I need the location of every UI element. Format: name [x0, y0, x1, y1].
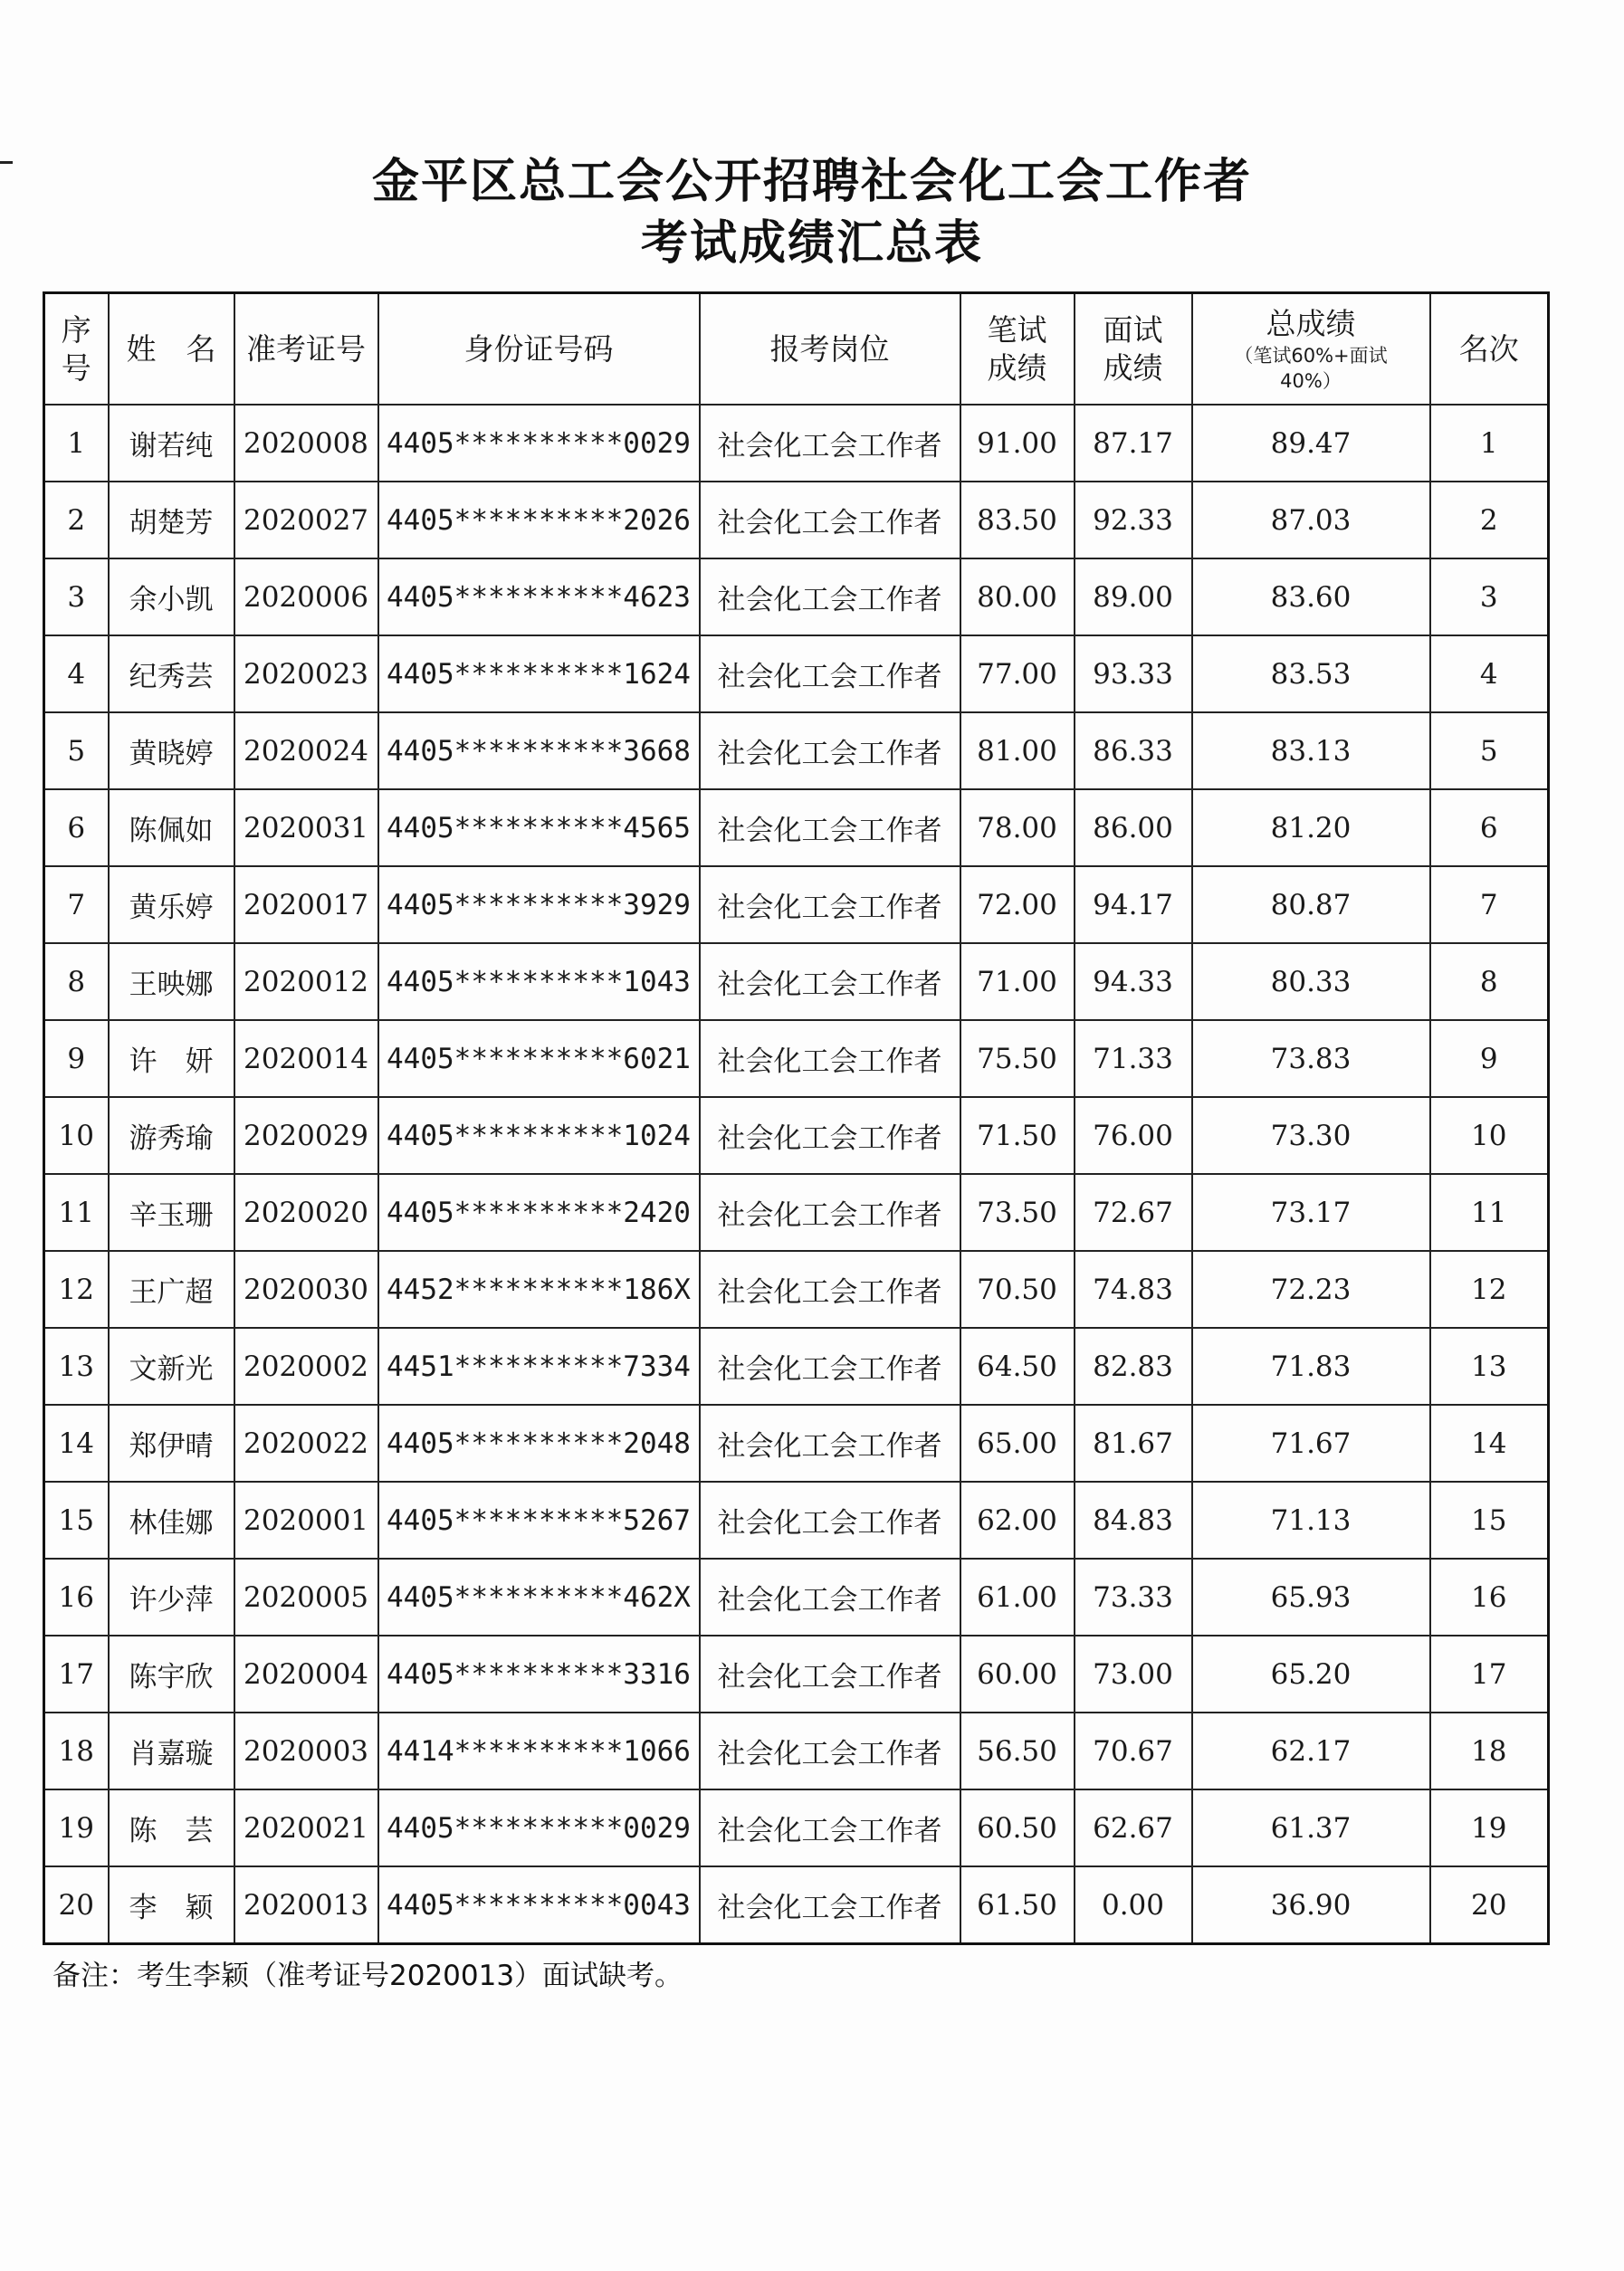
cell-interview-score: 87.17 — [1075, 405, 1192, 482]
header-seq: 序号 — [44, 293, 109, 406]
header-post: 报考岗位 — [700, 293, 960, 406]
table-row — [44, 635, 1549, 712]
cell-exam-no: 2020030 — [234, 1251, 378, 1328]
table-row — [44, 866, 1549, 943]
cell-written-score: 72.00 — [960, 866, 1075, 943]
cell-id-no: 4414**********1066 — [378, 1713, 700, 1789]
cell-seq: 4 — [44, 635, 109, 712]
cell-written-score: 60.50 — [960, 1789, 1075, 1866]
cell-written-score: 56.50 — [960, 1713, 1075, 1789]
document-title — [0, 152, 1624, 273]
cell-name: 游秀瑜 — [109, 1097, 234, 1174]
cell-total-score: 83.53 — [1192, 635, 1430, 712]
cell-seq: 16 — [44, 1559, 109, 1636]
cell-written-score: 83.50 — [960, 482, 1075, 558]
cell-seq: 5 — [44, 712, 109, 789]
table-row — [44, 712, 1549, 789]
scores-table — [43, 291, 1550, 1945]
cell-name: 王映娜 — [109, 943, 234, 1020]
table-row — [44, 405, 1549, 482]
cell-exam-no: 2020024 — [234, 712, 378, 789]
cell-total-score: 62.17 — [1192, 1713, 1430, 1789]
cell-written-score: 91.00 — [960, 405, 1075, 482]
cell-rank: 18 — [1430, 1713, 1549, 1789]
table-row — [44, 1251, 1549, 1328]
cell-total-score: 80.33 — [1192, 943, 1430, 1020]
cell-post: 社会化工会工作者 — [700, 558, 960, 635]
table-row — [44, 558, 1549, 635]
cell-written-score: 77.00 — [960, 635, 1075, 712]
cell-name: 林佳娜 — [109, 1482, 234, 1559]
cell-interview-score: 73.33 — [1075, 1559, 1192, 1636]
cell-rank: 1 — [1430, 405, 1549, 482]
cell-exam-no: 2020001 — [234, 1482, 378, 1559]
cell-rank: 16 — [1430, 1559, 1549, 1636]
cell-exam-no: 2020002 — [234, 1328, 378, 1405]
cell-written-score: 75.50 — [960, 1020, 1075, 1097]
cell-written-score: 61.00 — [960, 1559, 1075, 1636]
cell-total-score: 71.83 — [1192, 1328, 1430, 1405]
cell-rank: 13 — [1430, 1328, 1549, 1405]
cell-interview-score: 62.67 — [1075, 1789, 1192, 1866]
cell-post: 社会化工会工作者 — [700, 943, 960, 1020]
cell-total-score: 80.87 — [1192, 866, 1430, 943]
cell-name: 黄乐婷 — [109, 866, 234, 943]
cell-interview-score: 71.33 — [1075, 1020, 1192, 1097]
cell-id-no: 4405**********2420 — [378, 1174, 700, 1251]
cell-exam-no: 2020023 — [234, 635, 378, 712]
cell-total-score: 73.30 — [1192, 1097, 1430, 1174]
cell-exam-no: 2020022 — [234, 1405, 378, 1482]
cell-interview-score: 84.83 — [1075, 1482, 1192, 1559]
cell-interview-score: 73.00 — [1075, 1636, 1192, 1713]
cell-interview-score: 74.83 — [1075, 1251, 1192, 1328]
cell-interview-score: 86.00 — [1075, 789, 1192, 866]
cell-rank: 14 — [1430, 1405, 1549, 1482]
header-rank: 名次 — [1430, 293, 1549, 406]
table-row — [44, 1636, 1549, 1713]
table-header-row — [44, 293, 1549, 406]
footnote: 备注：考生李颖（准考证号2020013）面试缺考。 — [53, 1960, 683, 1992]
cell-post: 社会化工会工作者 — [700, 1866, 960, 1944]
header-written: 笔试成绩 — [960, 293, 1075, 406]
cell-id-no: 4405**********0043 — [378, 1866, 700, 1944]
cell-rank: 17 — [1430, 1636, 1549, 1713]
cell-written-score: 60.00 — [960, 1636, 1075, 1713]
cell-exam-no: 2020006 — [234, 558, 378, 635]
table-row — [44, 789, 1549, 866]
cell-post: 社会化工会工作者 — [700, 866, 960, 943]
cell-post: 社会化工会工作者 — [700, 712, 960, 789]
cell-interview-score: 72.67 — [1075, 1174, 1192, 1251]
cell-exam-no: 2020017 — [234, 866, 378, 943]
cell-post: 社会化工会工作者 — [700, 1097, 960, 1174]
cell-written-score: 71.50 — [960, 1097, 1075, 1174]
cell-exam-no: 2020012 — [234, 943, 378, 1020]
cell-seq: 14 — [44, 1405, 109, 1482]
cell-post: 社会化工会工作者 — [700, 1636, 960, 1713]
cell-seq: 17 — [44, 1636, 109, 1713]
header-exam-no: 准考证号 — [234, 293, 378, 406]
cell-post: 社会化工会工作者 — [700, 1789, 960, 1866]
cell-id-no: 4405**********0029 — [378, 405, 700, 482]
table-row — [44, 1328, 1549, 1405]
cell-name: 许少萍 — [109, 1559, 234, 1636]
cell-written-score: 65.00 — [960, 1405, 1075, 1482]
cell-seq: 2 — [44, 482, 109, 558]
cell-exam-no: 2020021 — [234, 1789, 378, 1866]
cell-name: 陈佩如 — [109, 789, 234, 866]
header-id-no: 身份证号码 — [378, 293, 700, 406]
cell-interview-score: 81.67 — [1075, 1405, 1192, 1482]
cell-id-no: 4405**********0029 — [378, 1789, 700, 1866]
cell-id-no: 4405**********3668 — [378, 712, 700, 789]
cell-interview-score: 92.33 — [1075, 482, 1192, 558]
cell-seq: 12 — [44, 1251, 109, 1328]
cell-rank: 8 — [1430, 943, 1549, 1020]
cell-post: 社会化工会工作者 — [700, 1713, 960, 1789]
cell-post: 社会化工会工作者 — [700, 635, 960, 712]
cell-total-score: 81.20 — [1192, 789, 1430, 866]
cell-rank: 19 — [1430, 1789, 1549, 1866]
cell-interview-score: 70.67 — [1075, 1713, 1192, 1789]
cell-rank: 15 — [1430, 1482, 1549, 1559]
cell-post: 社会化工会工作者 — [700, 405, 960, 482]
header-total: 总成绩 （笔试60%+面试40%） — [1192, 293, 1430, 406]
cell-seq: 15 — [44, 1482, 109, 1559]
table-row — [44, 943, 1549, 1020]
cell-post: 社会化工会工作者 — [700, 1020, 960, 1097]
cell-post: 社会化工会工作者 — [700, 789, 960, 866]
cell-written-score: 80.00 — [960, 558, 1075, 635]
header-name: 姓 名 — [109, 293, 234, 406]
title-line-2: 考试成绩汇总表 — [640, 216, 983, 271]
cell-total-score: 89.47 — [1192, 405, 1430, 482]
cell-seq: 10 — [44, 1097, 109, 1174]
cell-id-no: 4405**********2026 — [378, 482, 700, 558]
cell-name: 陈宇欣 — [109, 1636, 234, 1713]
cell-name: 李 颖 — [109, 1866, 234, 1944]
table-row — [44, 1482, 1549, 1559]
cell-seq: 13 — [44, 1328, 109, 1405]
cell-id-no: 4405**********462X — [378, 1559, 700, 1636]
cell-total-score: 72.23 — [1192, 1251, 1430, 1328]
cell-seq: 7 — [44, 866, 109, 943]
cell-written-score: 62.00 — [960, 1482, 1075, 1559]
cell-rank: 4 — [1430, 635, 1549, 712]
cell-id-no: 4405**********6021 — [378, 1020, 700, 1097]
cell-total-score: 71.13 — [1192, 1482, 1430, 1559]
cell-exam-no: 2020020 — [234, 1174, 378, 1251]
cell-written-score: 61.50 — [960, 1866, 1075, 1944]
cell-total-score: 83.13 — [1192, 712, 1430, 789]
cell-name: 陈 芸 — [109, 1789, 234, 1866]
cell-exam-no: 2020003 — [234, 1713, 378, 1789]
cell-total-score: 73.17 — [1192, 1174, 1430, 1251]
cell-seq: 20 — [44, 1866, 109, 1944]
cell-id-no: 4405**********1043 — [378, 943, 700, 1020]
cell-name: 谢若纯 — [109, 405, 234, 482]
cell-exam-no: 2020013 — [234, 1866, 378, 1944]
table-row — [44, 1789, 1549, 1866]
cell-seq: 3 — [44, 558, 109, 635]
header-total-note: （笔试60%+面试40%） — [1234, 344, 1388, 392]
table-row — [44, 1405, 1549, 1482]
table-row — [44, 482, 1549, 558]
cell-seq: 11 — [44, 1174, 109, 1251]
cell-rank: 3 — [1430, 558, 1549, 635]
header-interview: 面试成绩 — [1075, 293, 1192, 406]
cell-total-score: 65.20 — [1192, 1636, 1430, 1713]
cell-id-no: 4405**********5267 — [378, 1482, 700, 1559]
cell-post: 社会化工会工作者 — [700, 1174, 960, 1251]
cell-written-score: 78.00 — [960, 789, 1075, 866]
cell-post: 社会化工会工作者 — [700, 1251, 960, 1328]
cell-interview-score: 76.00 — [1075, 1097, 1192, 1174]
cell-interview-score: 93.33 — [1075, 635, 1192, 712]
cell-total-score: 71.67 — [1192, 1405, 1430, 1482]
cell-seq: 6 — [44, 789, 109, 866]
cell-written-score: 70.50 — [960, 1251, 1075, 1328]
cell-id-no: 4451**********7334 — [378, 1328, 700, 1405]
title-line-1: 金平区总工会公开招聘社会化工会工作者 — [371, 155, 1252, 209]
table-row — [44, 1559, 1549, 1636]
cell-post: 社会化工会工作者 — [700, 1405, 960, 1482]
cell-id-no: 4405**********2048 — [378, 1405, 700, 1482]
cell-name: 纪秀芸 — [109, 635, 234, 712]
cell-exam-no: 2020005 — [234, 1559, 378, 1636]
cell-exam-no: 2020027 — [234, 482, 378, 558]
cell-id-no: 4405**********3929 — [378, 866, 700, 943]
cell-rank: 9 — [1430, 1020, 1549, 1097]
table-row — [44, 1020, 1549, 1097]
cell-rank: 20 — [1430, 1866, 1549, 1944]
cell-id-no: 4405**********1624 — [378, 635, 700, 712]
cell-total-score: 65.93 — [1192, 1559, 1430, 1636]
cell-name: 黄晓婷 — [109, 712, 234, 789]
cell-total-score: 36.90 — [1192, 1866, 1430, 1944]
cell-total-score: 73.83 — [1192, 1020, 1430, 1097]
cell-name: 辛玉珊 — [109, 1174, 234, 1251]
cell-post: 社会化工会工作者 — [700, 1328, 960, 1405]
cell-name: 肖嘉璇 — [109, 1713, 234, 1789]
cell-interview-score: 94.33 — [1075, 943, 1192, 1020]
cell-rank: 2 — [1430, 482, 1549, 558]
cell-name: 胡楚芳 — [109, 482, 234, 558]
cell-rank: 11 — [1430, 1174, 1549, 1251]
cell-rank: 5 — [1430, 712, 1549, 789]
cell-rank: 10 — [1430, 1097, 1549, 1174]
cell-interview-score: 89.00 — [1075, 558, 1192, 635]
cell-total-score: 61.37 — [1192, 1789, 1430, 1866]
cell-written-score: 81.00 — [960, 712, 1075, 789]
cell-rank: 12 — [1430, 1251, 1549, 1328]
cell-id-no: 4405**********3316 — [378, 1636, 700, 1713]
cell-total-score: 87.03 — [1192, 482, 1430, 558]
cell-name: 王广超 — [109, 1251, 234, 1328]
cell-total-score: 83.60 — [1192, 558, 1430, 635]
cell-rank: 7 — [1430, 866, 1549, 943]
cell-interview-score: 94.17 — [1075, 866, 1192, 943]
cell-exam-no: 2020004 — [234, 1636, 378, 1713]
cell-exam-no: 2020014 — [234, 1020, 378, 1097]
cell-name: 许 妍 — [109, 1020, 234, 1097]
cell-seq: 19 — [44, 1789, 109, 1866]
cell-name: 文新光 — [109, 1328, 234, 1405]
cell-interview-score: 86.33 — [1075, 712, 1192, 789]
table-row — [44, 1097, 1549, 1174]
cell-exam-no: 2020029 — [234, 1097, 378, 1174]
table-row — [44, 1713, 1549, 1789]
cell-post: 社会化工会工作者 — [700, 1482, 960, 1559]
cell-interview-score: 0.00 — [1075, 1866, 1192, 1944]
cell-seq: 9 — [44, 1020, 109, 1097]
table-row — [44, 1174, 1549, 1251]
cell-written-score: 71.00 — [960, 943, 1075, 1020]
cell-written-score: 64.50 — [960, 1328, 1075, 1405]
cell-id-no: 4405**********4623 — [378, 558, 700, 635]
cell-rank: 6 — [1430, 789, 1549, 866]
cell-seq: 18 — [44, 1713, 109, 1789]
cell-name: 余小凯 — [109, 558, 234, 635]
cell-exam-no: 2020008 — [234, 405, 378, 482]
cell-name: 郑伊晴 — [109, 1405, 234, 1482]
cell-seq: 8 — [44, 943, 109, 1020]
cell-id-no: 4452**********186X — [378, 1251, 700, 1328]
cell-id-no: 4405**********1024 — [378, 1097, 700, 1174]
cell-seq: 1 — [44, 405, 109, 482]
cell-interview-score: 82.83 — [1075, 1328, 1192, 1405]
cell-id-no: 4405**********4565 — [378, 789, 700, 866]
cell-post: 社会化工会工作者 — [700, 1559, 960, 1636]
cell-exam-no: 2020031 — [234, 789, 378, 866]
cell-post: 社会化工会工作者 — [700, 482, 960, 558]
cell-written-score: 73.50 — [960, 1174, 1075, 1251]
table-row — [44, 1866, 1549, 1944]
